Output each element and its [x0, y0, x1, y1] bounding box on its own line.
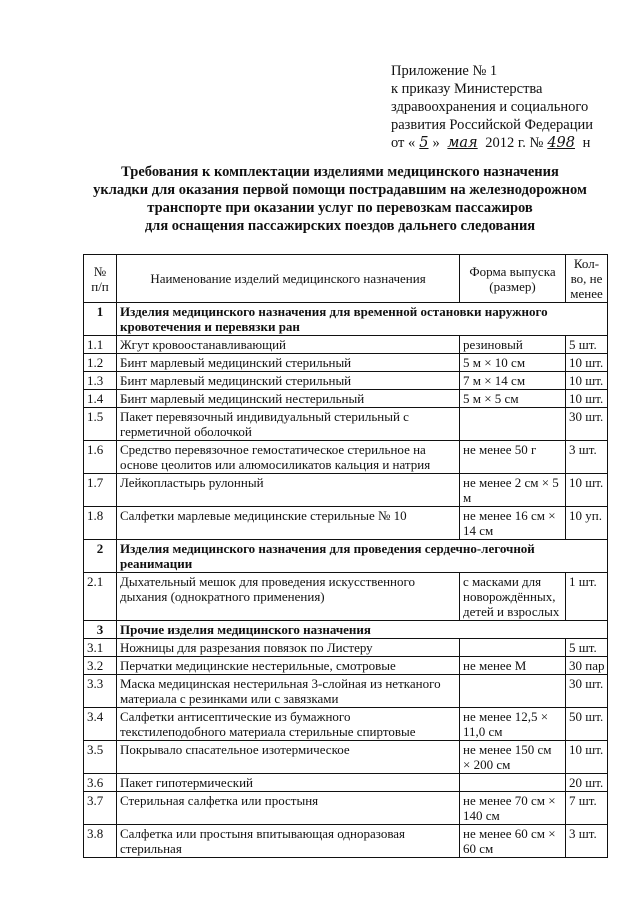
item-name: Стерильная салфетка или простыня: [117, 792, 460, 825]
item-name: Салфетки антисептические из бумажного текстилеподобного материала стерильные спиртовые: [117, 708, 460, 741]
table-row: [84, 354, 608, 372]
item-form: 5 м × 10 см: [460, 354, 566, 372]
item-name: Бинт марлевый медицинский стерильный: [117, 354, 460, 372]
row-num: 3.4: [84, 708, 117, 741]
table-row: [84, 741, 608, 774]
item-qty: 3 шт.: [566, 825, 608, 858]
table-row: [84, 336, 608, 354]
appendix-line: Приложение № 1: [391, 63, 498, 79]
appendix-line: здравоохранения и социального: [391, 99, 589, 115]
item-form: [460, 774, 566, 792]
item-name: Ножницы для разрезания повязок по Листеру: [117, 639, 460, 657]
table-row: [84, 675, 608, 708]
row-num: 1.8: [84, 507, 117, 540]
order-number: 498: [547, 135, 576, 151]
item-qty: 30 шт.: [566, 408, 608, 441]
item-form: не менее 60 см × 60 см: [460, 825, 566, 858]
title-line: транспорте при оказании услуг по перевозкам пассажиров: [147, 200, 533, 216]
item-form: резиновый: [460, 336, 566, 354]
date-day: 5: [419, 135, 429, 151]
table-row: [84, 441, 608, 474]
appendix-header: [391, 62, 593, 152]
date-month: мая: [447, 135, 478, 151]
date-prefix: от «: [391, 135, 416, 151]
item-form: не менее 150 см × 200 см: [460, 741, 566, 774]
row-num: 1.5: [84, 408, 117, 441]
item-form: 7 м × 14 см: [460, 372, 566, 390]
row-num: 1.3: [84, 372, 117, 390]
item-name: Маска медицинская нестерильная 3-слойная из нетканого материала с резинками или с завязками: [117, 675, 460, 708]
row-num: 2: [84, 540, 117, 573]
table-row: [84, 390, 608, 408]
item-form: 5 м × 5 см: [460, 390, 566, 408]
item-form: [460, 408, 566, 441]
row-num: 3.5: [84, 741, 117, 774]
table-row: [84, 372, 608, 390]
table-row: [84, 825, 608, 858]
section-title: Изделия медицинского назначения для проведения сердечно-легочной реанимации: [117, 540, 608, 573]
date-year: 2012 г. №: [485, 135, 544, 151]
table-row: [84, 657, 608, 675]
item-form: с масками для новорождённых, детей и взрослых: [460, 573, 566, 621]
table-header-row: [84, 255, 608, 303]
header-num: № п/п: [84, 255, 117, 303]
item-form: не менее 16 см × 14 см: [460, 507, 566, 540]
item-name: Бинт марлевый медицинский стерильный: [117, 372, 460, 390]
item-qty: 10 шт.: [566, 372, 608, 390]
table-row: [84, 639, 608, 657]
section-row: [84, 303, 608, 336]
item-form: не менее 50 г: [460, 441, 566, 474]
table-row: [84, 792, 608, 825]
row-num: 1.7: [84, 474, 117, 507]
date-mid: »: [432, 135, 440, 151]
table-row: [84, 573, 608, 621]
row-num: 3.3: [84, 675, 117, 708]
document-title: [60, 163, 620, 235]
row-num: 1.6: [84, 441, 117, 474]
row-num: 1: [84, 303, 117, 336]
item-name: Дыхательный мешок для проведения искусственного дыхания (однократного применения): [117, 573, 460, 621]
row-num: 3.6: [84, 774, 117, 792]
item-name: Лейкопластырь рулонный: [117, 474, 460, 507]
row-num: 3: [84, 621, 117, 639]
row-num: 3.8: [84, 825, 117, 858]
row-num: 3.7: [84, 792, 117, 825]
item-qty: 1 шт.: [566, 573, 608, 621]
item-qty: 30 пар: [566, 657, 608, 675]
item-qty: 50 шт.: [566, 708, 608, 741]
item-form: не менее 12,5 × 11,0 см: [460, 708, 566, 741]
item-qty: 5 шт.: [566, 336, 608, 354]
item-name: Средство перевязочное гемостатическое стерильное на основе цеолитов или алюмосиликатов кальция и натрия: [117, 441, 460, 474]
item-name: Перчатки медицинские нестерильные, смотровые: [117, 657, 460, 675]
item-qty: 7 шт.: [566, 792, 608, 825]
date-suffix: н: [582, 135, 591, 151]
table-row: [84, 408, 608, 441]
item-form: [460, 639, 566, 657]
section-row: [84, 540, 608, 573]
appendix-line: развития Российской Федерации: [391, 117, 593, 133]
title-line: укладки для оказания первой помощи пострадавшим на железнодорожном: [93, 182, 587, 198]
item-qty: 10 уп.: [566, 507, 608, 540]
item-name: Покрывало спасательное изотермическое: [117, 741, 460, 774]
header-qty: Кол-во, не менее: [566, 255, 608, 303]
section-title: Изделия медицинского назначения для временной остановки наружного кровотечения и перевязки ран: [117, 303, 608, 336]
item-qty: 10 шт.: [566, 354, 608, 372]
title-line: для оснащения пассажирских поездов дальнего следования: [144, 218, 536, 234]
item-name: Пакет перевязочный индивидуальный стерильный с герметичной оболочкой: [117, 408, 460, 441]
item-name: Жгут кровоостанавливающий: [117, 336, 460, 354]
item-qty: 30 шт.: [566, 675, 608, 708]
item-qty: 3 шт.: [566, 441, 608, 474]
row-num: 1.1: [84, 336, 117, 354]
item-form: не менее 2 см × 5 м: [460, 474, 566, 507]
item-qty: 20 шт.: [566, 774, 608, 792]
table-row: [84, 474, 608, 507]
section-title: Прочие изделия медицинского назначения: [117, 621, 608, 639]
title-line: Требования к комплектации изделиями медицинского назначения: [121, 164, 559, 180]
item-form: не менее 70 см × 140 см: [460, 792, 566, 825]
appendix-line: к приказу Министерства: [391, 81, 543, 97]
header-form: Форма выпуска (размер): [460, 255, 566, 303]
item-name: Салфетки марлевые медицинские стерильные № 10: [117, 507, 460, 540]
item-name: Пакет гипотермический: [117, 774, 460, 792]
table-row: [84, 708, 608, 741]
row-num: 3.1: [84, 639, 117, 657]
header-name: Наименование изделий медицинского назначения: [117, 255, 460, 303]
order-date-line: [391, 134, 593, 152]
table-body: [84, 303, 608, 858]
item-name: Бинт марлевый медицинский нестерильный: [117, 390, 460, 408]
row-num: 2.1: [84, 573, 117, 621]
item-qty: 5 шт.: [566, 639, 608, 657]
table-row: [84, 507, 608, 540]
item-qty: 10 шт.: [566, 390, 608, 408]
item-form: не менее М: [460, 657, 566, 675]
row-num: 1.2: [84, 354, 117, 372]
table-row: [84, 774, 608, 792]
section-row: [84, 621, 608, 639]
item-name: Салфетка или простыня впитывающая одноразовая стерильная: [117, 825, 460, 858]
item-form: [460, 675, 566, 708]
item-qty: 10 шт.: [566, 474, 608, 507]
row-num: 3.2: [84, 657, 117, 675]
item-qty: 10 шт.: [566, 741, 608, 774]
row-num: 1.4: [84, 390, 117, 408]
items-table: [83, 254, 608, 858]
